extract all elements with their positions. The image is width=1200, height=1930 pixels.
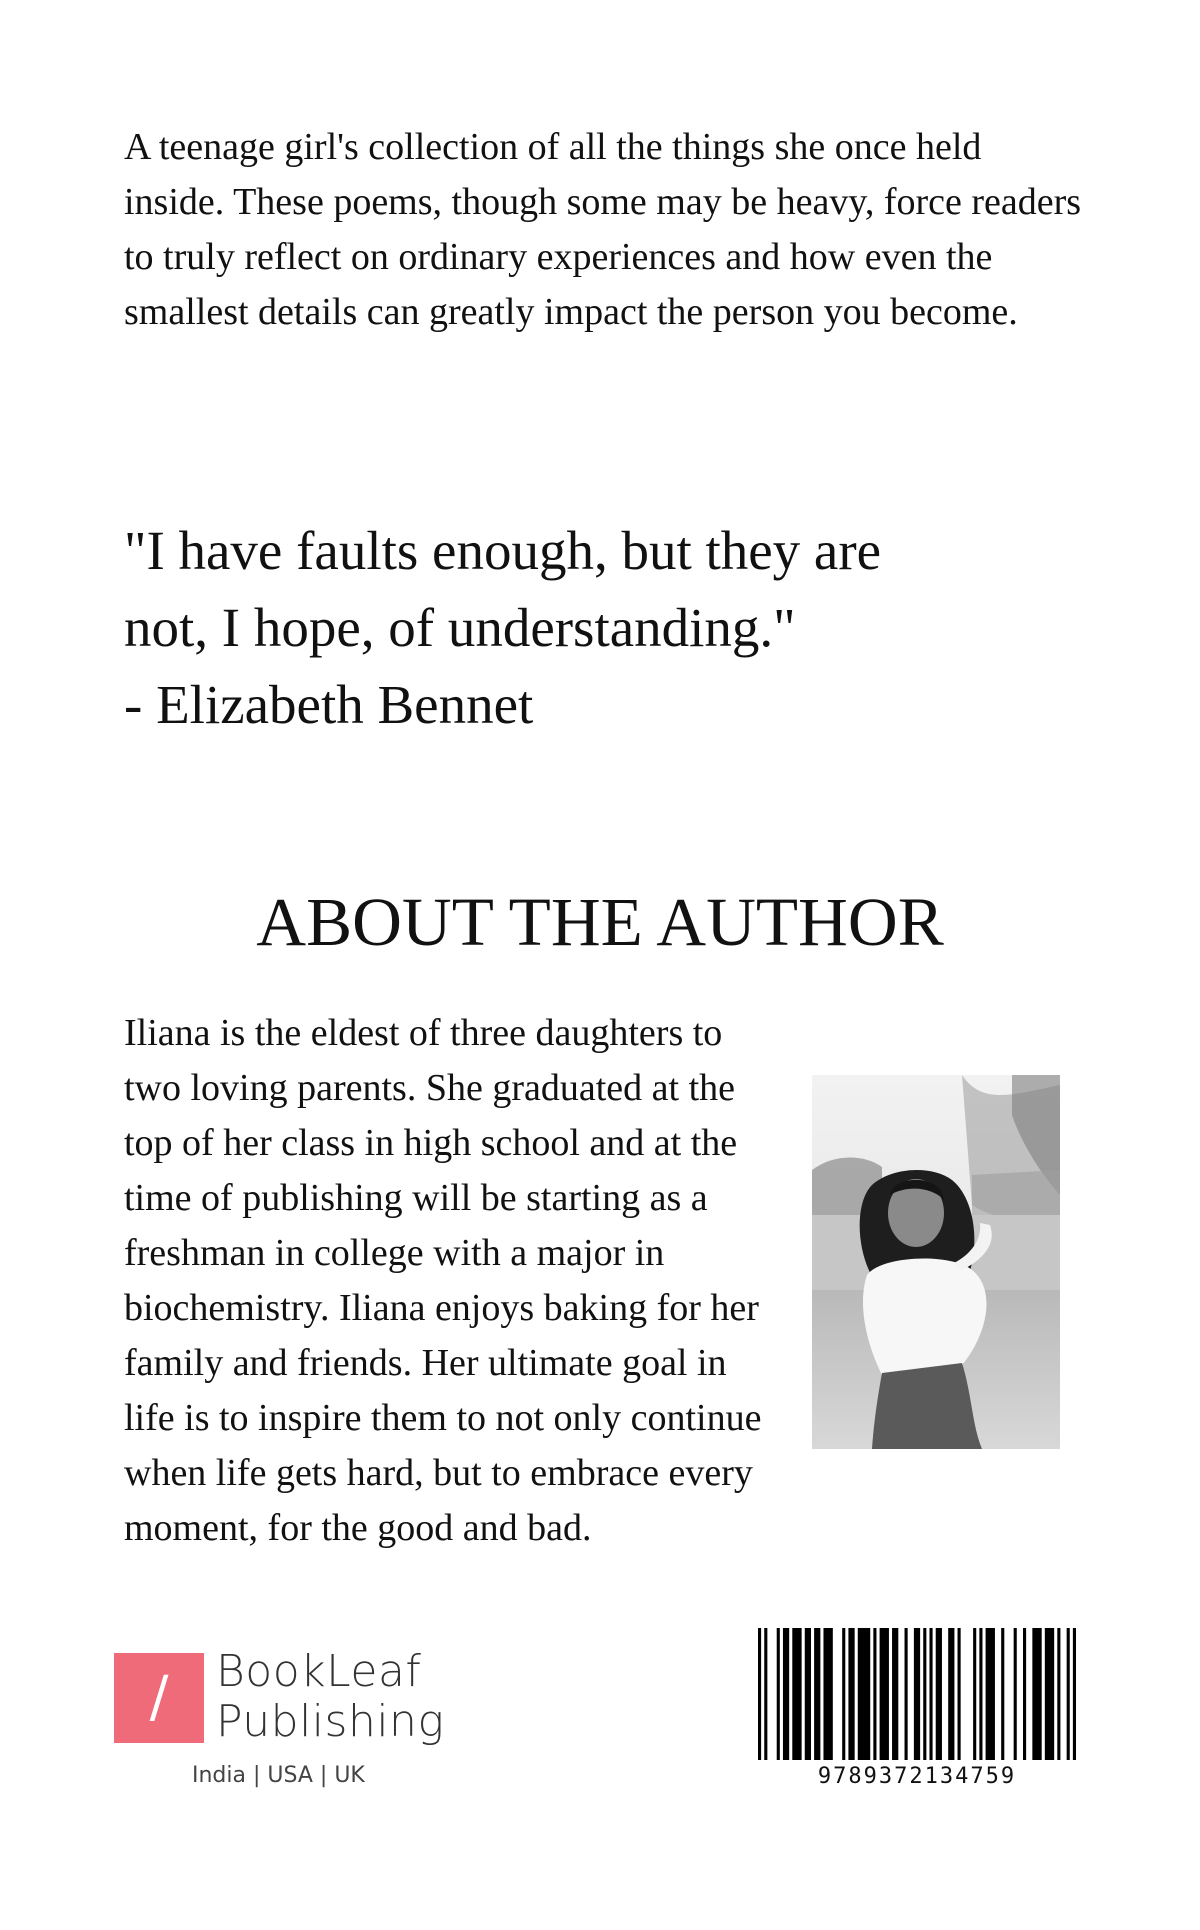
barcode-bar (973, 1628, 976, 1760)
book-blurb: A teenage girl's collection of all the things she once held inside. These poems, though some may be heavy, force readers to truly reflect on ordinary experiences and how even the smallest details can greatly impact the person you become. (124, 126, 1082, 333)
barcode-bar (1073, 1628, 1076, 1760)
barcode-bar (1023, 1628, 1026, 1760)
barcode-icon (758, 1628, 1076, 1760)
barcode-bar (873, 1628, 876, 1760)
epigraph-quote (124, 512, 1104, 743)
barcode-bar (783, 1628, 789, 1760)
barcode-bar (948, 1628, 954, 1760)
isbn-barcode (758, 1628, 1076, 1760)
slash-icon: / (149, 1665, 169, 1730)
barcode-bar (986, 1628, 995, 1760)
barcode-bar (979, 1628, 982, 1760)
publisher-regions: India | USA | UK (192, 1763, 365, 1788)
author-bio: Iliana is the eldest of three daughters to two loving parents. She graduated at the top of her class in high school and at the time of publishing will be starting as a freshman in college with a major in biochemistry. Iliana enjoys baking for her family and friends. Her ultimate goal in life is to inspire them to not only continue when life gets hard, but to embrace every moment, for the good and bad. (124, 1012, 762, 1549)
barcode-bar (858, 1628, 870, 1760)
barcode-bar (848, 1628, 854, 1760)
isbn-number: 9789372134759 (817, 1764, 1017, 1789)
logo-mark (114, 1653, 204, 1743)
barcode-bar (1032, 1628, 1041, 1760)
quote-attribution: - Elizabeth Bennet (124, 674, 534, 735)
barcode-bar (1014, 1628, 1017, 1760)
bookleaf-publishing-logo (114, 1646, 454, 1793)
barcode-bar (1057, 1628, 1060, 1760)
barcode-bar (923, 1628, 926, 1760)
barcode-bar (1001, 1628, 1004, 1760)
barcode-bar (892, 1628, 898, 1760)
barcode-bar (880, 1628, 889, 1760)
about-author-heading: ABOUT THE AUTHOR (256, 884, 944, 960)
barcode-bar (823, 1628, 832, 1760)
barcode-bar (1067, 1628, 1070, 1760)
quote-line-1: "I have faults enough, but they are (124, 520, 882, 581)
publisher-name: BookLeaf Publishing (216, 1646, 445, 1747)
barcode-bar (814, 1628, 820, 1760)
barcode-bar (805, 1628, 811, 1760)
barcode-bar (842, 1628, 845, 1760)
barcode-bar (929, 1628, 932, 1760)
barcode-bar (905, 1628, 908, 1760)
barcode-bar (914, 1628, 920, 1760)
quote-line-2: not, I hope, of understanding." (124, 597, 796, 658)
barcode-bar (792, 1628, 801, 1760)
barcode-bar (758, 1628, 761, 1760)
barcode-bar (777, 1628, 780, 1760)
barcode-bar (1045, 1628, 1054, 1760)
barcode-bar (936, 1628, 942, 1760)
author-portrait-image (812, 1075, 1060, 1449)
barcode-bar (764, 1628, 767, 1760)
author-photo (812, 1075, 1060, 1449)
barcode-bar (958, 1628, 961, 1760)
